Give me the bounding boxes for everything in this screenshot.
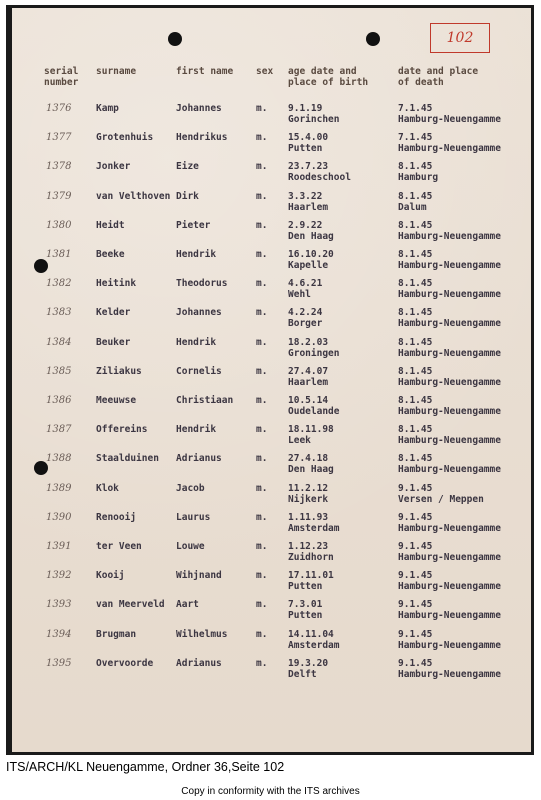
death-place: Hamburg-Neuengamme [398,260,501,271]
sex: m. [256,453,268,465]
birth-place: Haarlem [288,201,329,213]
serial-number: 1393 [46,599,72,611]
death-place: Hamburg-Neuengamme [398,435,501,447]
death-date: 8.1.45 [398,278,433,290]
death-date: 8.1.45 [398,161,433,173]
death-date: 8.1.45 [398,190,433,202]
death-place: Hamburg-Neuengamme [398,522,501,534]
birth-place: Wehl [288,289,311,301]
birth-place: Amsterdam [288,639,340,651]
death-place: Dalum [398,201,427,213]
birth-date: 1.12.23 [288,541,329,552]
serial-number: 1386 [46,395,72,406]
first-name: Hendrikus [176,132,228,144]
birth-place: Delft [288,668,317,680]
punch-hole-top-left [168,32,182,46]
death-date: 8.1.45 [398,219,433,231]
birth-place: Haarlem [288,376,329,388]
table-row [12,658,531,694]
sex: m. [256,541,268,552]
birth-date: 3.3.22 [288,190,323,202]
first-name: Theodorus [176,278,228,290]
surname: Offereins [96,424,148,436]
death-place: Hamburg-Neuengamme [398,318,501,330]
death-place: Hamburg-Neuengamme [398,668,501,680]
birth-place: Putten [288,581,323,593]
serial-number: 1377 [46,132,72,144]
death-place: Versen / Meppen [398,493,484,505]
birth-date: 16.10.20 [288,249,334,260]
sex: m. [256,132,268,144]
death-place: Hamburg-Neuengamme [398,376,501,388]
birth-date: 19.3.20 [288,657,329,669]
birth-date: 10.5.14 [288,395,329,406]
first-name: Hendrik [176,249,217,260]
serial-number: 1385 [46,365,72,377]
first-name: Adrianus [176,657,222,669]
birth-date: 23.7.23 [288,161,329,173]
surname: van Velthoven [96,190,171,202]
death-date: 9.1.45 [398,541,433,552]
header-first-name: first name [176,66,234,77]
birth-date: 2.9.22 [288,219,323,231]
birth-place: Groningen [288,347,340,359]
serial-number: 1383 [46,307,72,319]
death-place: Hamburg-Neuengamme [398,143,501,155]
sex: m. [256,365,268,377]
death-place: Hamburg-Neuengamme [398,347,501,359]
death-date: 8.1.45 [398,307,433,319]
sex: m. [256,103,268,114]
serial-number: 1384 [46,336,72,348]
birth-place: Den Haag [288,230,334,242]
death-place: Hamburg-Neuengamme [398,114,501,125]
first-name: Dirk [176,190,199,202]
surname: Ziliakus [96,365,142,377]
death-place: Hamburg-Neuengamme [398,552,501,563]
serial-number: 1379 [46,190,72,202]
birth-place: Den Haag [288,464,334,476]
birth-place: Putten [288,610,323,622]
serial-number: 1388 [46,453,72,465]
surname: Grotenhuis [96,132,154,144]
death-place: Hamburg-Neuengamme [398,610,501,622]
serial-number: 1380 [46,219,72,231]
punch-hole-top-right [366,32,380,46]
archive-source: ITS/ARCH/KL Neuengamme, Ordner 36,Seite 102 [6,760,285,774]
death-date: 9.1.45 [398,570,433,582]
header-death: date and place of death [398,66,479,88]
first-name: Cornelis [176,365,222,377]
birth-date: 4.6.21 [288,278,323,290]
serial-number: 1382 [46,278,72,290]
serial-number: 1390 [46,511,72,523]
death-date: 9.1.45 [398,628,433,640]
first-name: Eize [176,161,199,173]
serial-number: 1391 [46,541,72,552]
sex: m. [256,161,268,173]
birth-date: 27.4.07 [288,365,329,377]
surname: Heitink [96,278,137,290]
serial-number: 1381 [46,249,72,260]
serial-number: 1387 [46,424,72,436]
conformity-note: Copy in conformity with the ITS archives [181,786,360,797]
birth-place: Kapelle [288,260,329,271]
surname: Overvoorde [96,657,154,669]
death-place: Hamburg-Neuengamme [398,230,501,242]
birth-place: Zuidhorn [288,552,334,563]
serial-number: 1395 [46,657,72,669]
death-date: 8.1.45 [398,365,433,377]
surname: ter Veen [96,541,142,552]
first-name: Wihjnand [176,570,222,582]
death-place: Hamburg-Neuengamme [398,406,501,417]
birth-date: 18.2.03 [288,336,329,348]
birth-place: Nijkerk [288,493,329,505]
birth-date: 18.11.98 [288,424,334,436]
sex: m. [256,307,268,319]
first-name: Aart [176,599,199,611]
first-name: Christiaan [176,395,234,406]
header-surname: surname [96,66,137,77]
surname: Jonker [96,161,131,173]
first-name: Hendrik [176,424,217,436]
surname: Klok [96,482,119,494]
first-name: Johannes [176,103,222,114]
first-name: Laurus [176,511,211,523]
death-date: 7.1.45 [398,103,433,114]
serial-number: 1392 [46,570,72,582]
sex: m. [256,511,268,523]
surname: Beeke [96,249,125,260]
sex: m. [256,190,268,202]
birth-place: Oudelande [288,406,340,417]
death-date: 7.1.45 [398,132,433,144]
birth-place: Gorinchen [288,114,340,125]
birth-date: 17.11.01 [288,570,334,582]
surname: Heidt [96,219,125,231]
first-name: Pieter [176,219,211,231]
birth-place: Roodeschool [288,172,351,184]
birth-date: 15.4.00 [288,132,329,144]
death-place: Hamburg-Neuengamme [398,464,501,476]
surname: Kamp [96,103,119,114]
death-date: 9.1.45 [398,599,433,611]
sex: m. [256,278,268,290]
page-number-stamp [430,23,490,53]
sex: m. [256,628,268,640]
sex: m. [256,424,268,436]
death-place: Hamburg [398,172,439,184]
surname: Brugman [96,628,137,640]
birth-date: 9.1.19 [288,103,323,114]
sex: m. [256,219,268,231]
surname: Kelder [96,307,131,319]
first-name: Hendrik [176,336,217,348]
death-date: 8.1.45 [398,424,433,436]
death-date: 8.1.45 [398,453,433,465]
surname: van Meerveld [96,599,165,611]
serial-number: 1378 [46,161,72,173]
surname: Meeuwse [96,395,137,406]
header-birth: age date and place of birth [288,66,369,88]
document-sheet [12,8,531,752]
death-date: 9.1.45 [398,511,433,523]
first-name: Wilhelmus [176,628,228,640]
birth-place: Putten [288,143,323,155]
first-name: Jacob [176,482,205,494]
birth-date: 11.2.12 [288,482,329,494]
sex: m. [256,657,268,669]
death-date: 8.1.45 [398,249,433,260]
page-number: 102 [446,30,474,46]
birth-date: 27.4.18 [288,453,329,465]
birth-place: Amsterdam [288,522,340,534]
surname: Renooij [96,511,137,523]
surname: Beuker [96,336,131,348]
serial-number: 1376 [46,103,72,114]
birth-place: Borger [288,318,323,330]
death-date: 8.1.45 [398,336,433,348]
sex: m. [256,482,268,494]
first-name: Adrianus [176,453,222,465]
first-name: Louwe [176,541,205,552]
sex: m. [256,336,268,348]
death-place: Hamburg-Neuengamme [398,639,501,651]
death-date: 8.1.45 [398,395,433,406]
birth-date: 14.11.04 [288,628,334,640]
sex: m. [256,395,268,406]
birth-place: Leek [288,435,311,447]
death-place: Hamburg-Neuengamme [398,289,501,301]
sex: m. [256,249,268,260]
death-date: 9.1.45 [398,657,433,669]
surname: Kooij [96,570,125,582]
birth-date: 7.3.01 [288,599,323,611]
header-sex: sex [256,66,274,77]
death-date: 9.1.45 [398,482,433,494]
serial-number: 1394 [46,628,72,640]
death-place: Hamburg-Neuengamme [398,581,501,593]
sex: m. [256,599,268,611]
serial-number: 1389 [46,482,72,494]
birth-date: 1.11.93 [288,511,329,523]
surname: Staalduinen [96,453,159,465]
sex: m. [256,570,268,582]
header-serial-number: serial number [44,66,79,88]
birth-date: 4.2.24 [288,307,323,319]
first-name: Johannes [176,307,222,319]
